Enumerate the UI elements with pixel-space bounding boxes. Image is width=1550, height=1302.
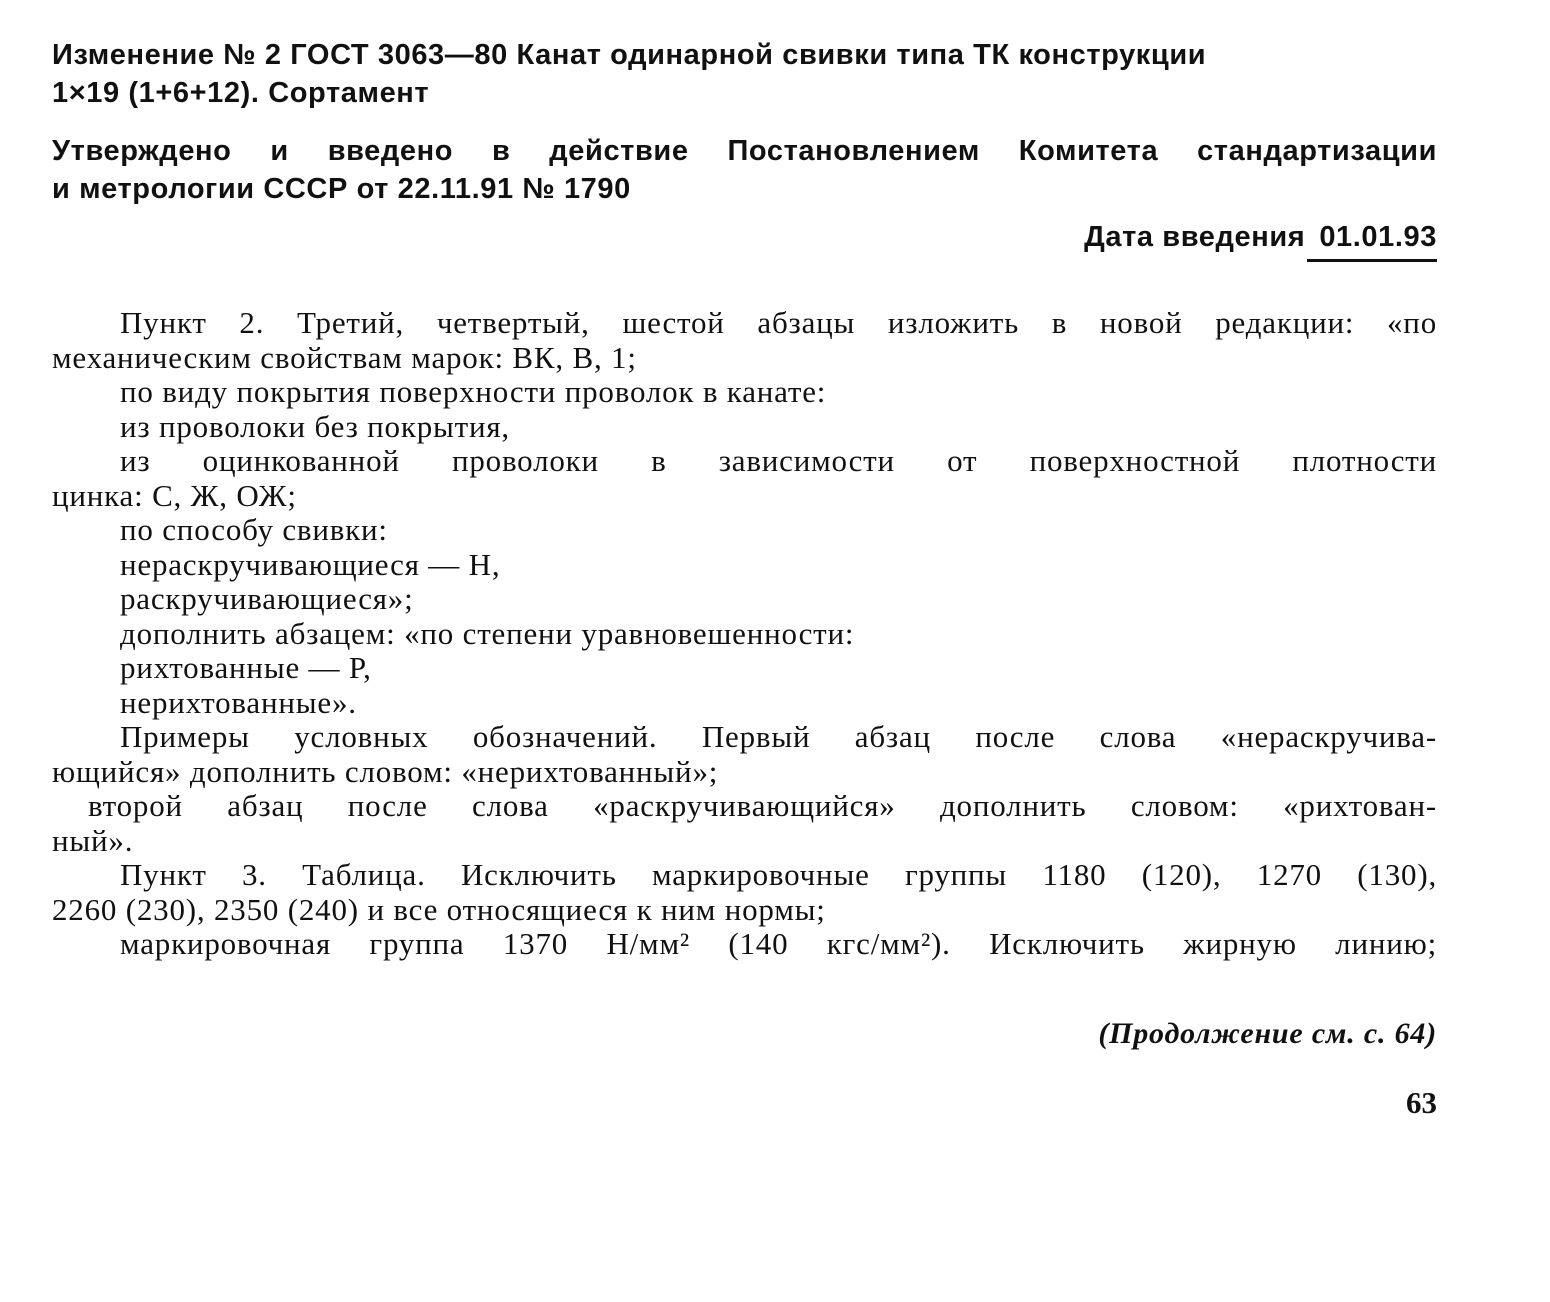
paragraph-1-line-1: Пункт 2. Третий, четвертый, шестой абзацы изложить в новой редакции: «по	[120, 305, 1437, 340]
paragraph-12-line-1: второй абзац после слова «раскручивающийся» дополнить словом: «рихтован-	[88, 788, 1437, 823]
paragraph-2: по виду покрытия поверхности проволок в канате:	[120, 374, 827, 409]
effective-date	[52, 218, 1437, 262]
paragraph-7: раскручивающиеся»;	[120, 581, 414, 616]
paragraph-4-line-2: цинка: С, Ж, ОЖ;	[52, 477, 297, 513]
paragraph-3: из проволоки без покрытия,	[120, 408, 510, 444]
paragraph-1	[52, 306, 1437, 375]
paragraph-13-line-2: 2260 (230), 2350 (240) и все относящиеся к ним нормы;	[52, 891, 826, 927]
paragraph-10: нерихтованные».	[120, 684, 357, 720]
paragraph-12	[52, 789, 1437, 858]
document-page	[52, 36, 1437, 1121]
date-value: 01.01.93	[1307, 218, 1437, 262]
title-line-1: Изменение № 2 ГОСТ 3063—80 Канат одинарной свивки типа ТК конструкции	[52, 39, 1207, 71]
paragraph-6: нераскручивающиеся — Н,	[120, 546, 501, 582]
paragraph-11-line-1: Примеры условных обозначений. Первый абзац после слова «нераскручива-	[120, 719, 1437, 754]
paragraph-5: по способу свивки:	[120, 512, 388, 547]
document-body	[52, 306, 1437, 962]
paragraph-12-line-2: ный».	[52, 822, 134, 858]
approval-line-2: и метрологии СССР от 22.11.91 № 1790	[52, 173, 631, 205]
approval-statement	[52, 132, 1437, 208]
amendment-title	[52, 36, 1437, 112]
date-label: Дата введения	[1084, 221, 1306, 253]
paragraph-14-line-1: маркировочная группа 1370 Н/мм² (140 кгс/мм²). Исключить жирную линию;	[120, 926, 1437, 961]
continuation-note: (Продолжение см. с. 64)	[1098, 1016, 1437, 1050]
paragraph-4-line-1: из оцинкованной проволоки в зависимости от поверхностной плотности	[120, 443, 1437, 478]
title-line-2: 1×19 (1+6+12). Сортамент	[52, 77, 430, 109]
paragraph-9: рихтованные — Р,	[120, 650, 372, 685]
paragraph-13-line-1: Пункт 3. Таблица. Исключить маркировочные группы 1180 (120), 1270 (130),	[120, 857, 1437, 892]
paragraph-11	[52, 720, 1437, 789]
approval-line-1: Утверждено и введено в действие Постановлением Комитета стандартизации	[52, 135, 1437, 167]
paragraph-14	[52, 927, 1437, 962]
page-number: 63	[1406, 1084, 1437, 1120]
paragraph-1-line-2: механическим свойствам марок: ВК, В, 1;	[52, 339, 637, 375]
paragraph-8: дополнить абзацем: «по степени уравновешенности:	[120, 615, 855, 651]
paragraph-11-line-2: ющийся» дополнить словом: «нерихтованный»;	[52, 753, 719, 789]
paragraph-13	[52, 858, 1437, 927]
paragraph-4	[52, 444, 1437, 513]
